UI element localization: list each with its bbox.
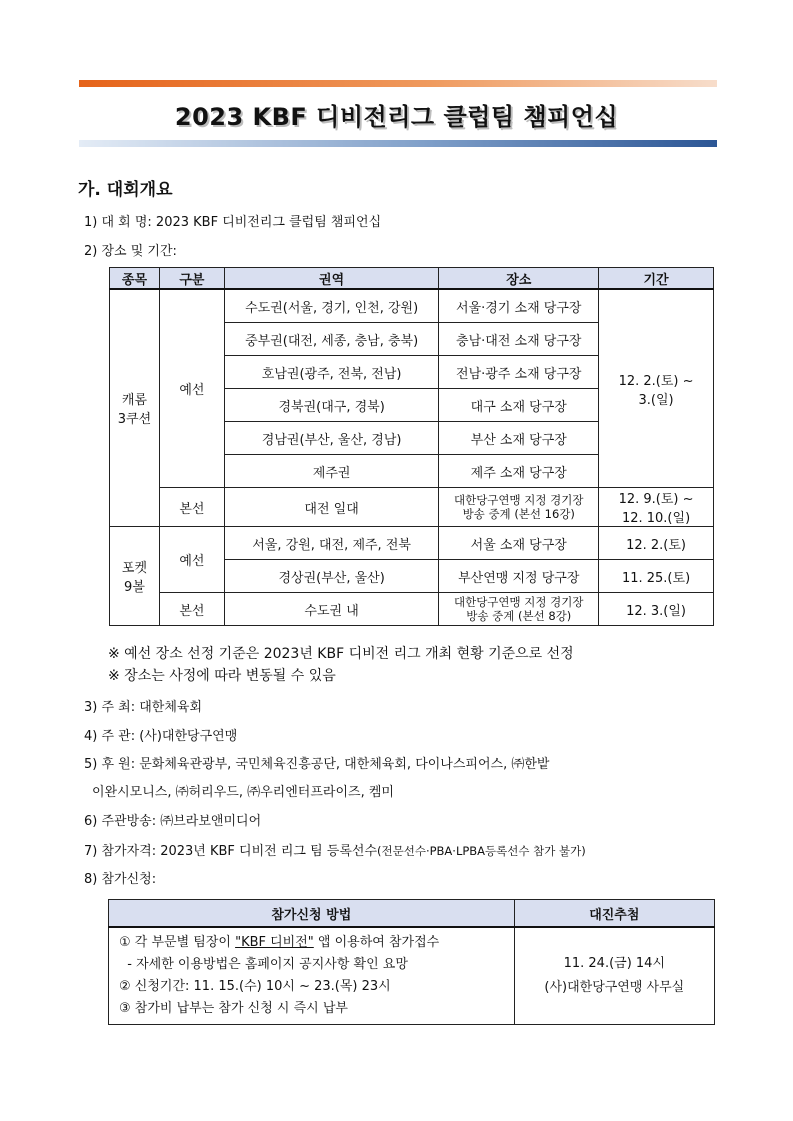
cell-region: 서울, 강원, 대전, 제주, 전북: [224, 527, 439, 560]
draw-place: (사)대한당구연맹 사무실: [544, 980, 685, 995]
line-event-name: 1) 대 회 명: 2023 KBF 디비전리그 클럽팀 챔피언십: [84, 215, 382, 230]
cell-period: [599, 488, 714, 527]
line-eligibility: [84, 840, 586, 859]
header-top-bar: [79, 80, 717, 87]
table-row: [110, 488, 714, 527]
item-text: 앱 이용하여 참가접수: [313, 935, 440, 950]
cell-period: 12. 2.(토): [599, 527, 714, 560]
cell-draw: [514, 927, 714, 1025]
venue-line: 대한당구연맹 지정 경기장: [453, 595, 584, 609]
cell-region: 경남권(부산, 울산, 경남): [224, 422, 439, 455]
cell-period: 11. 25.(토): [599, 560, 714, 593]
line-host: 3) 주 최: 대한체육회: [84, 700, 203, 715]
table-header-row: [109, 900, 715, 928]
cell-period: 12. 2.(토) ~ 3.(일): [599, 289, 714, 488]
line-sponsors-cont: 이완시모니스, ㈜허리우드, ㈜우리엔터프라이즈, 켐미: [92, 785, 394, 800]
cell-region: 수도권(서울, 경기, 인천, 강원): [224, 289, 439, 323]
table-row: [109, 927, 715, 1025]
list-item: [119, 932, 514, 954]
eligibility-text: 7) 참가자격: 2023년 KBF 디비전 리그 팀 등록선수: [84, 844, 378, 859]
cell-region: 대전 일대: [224, 488, 439, 527]
cell-venue: [439, 593, 599, 626]
app-name: "KBF 디비전": [235, 935, 314, 950]
cell-final: 본선: [159, 488, 224, 527]
cell-venue: 제주 소재 당구장: [439, 455, 599, 488]
cell-region: 호남권(광주, 전북, 전남): [224, 356, 439, 389]
application-table: [108, 899, 715, 1025]
table-row: [110, 289, 714, 323]
table-header-row: [110, 268, 714, 290]
cell-venue: 부산 소재 당구장: [439, 422, 599, 455]
cell-region: 경상권(부산, 울산): [224, 560, 439, 593]
line-venue-period: 2) 장소 및 기간:: [84, 244, 177, 259]
cell-final: 본선: [159, 593, 224, 626]
table-row: [110, 593, 714, 626]
header-period: 기간: [599, 268, 714, 290]
cell-prelim: 예선: [159, 527, 224, 593]
cell-period: 12. 3.(일): [599, 593, 714, 626]
cell-venue: 서울·경기 소재 당구장: [439, 289, 599, 323]
list-item: ② 신청기간: 11. 15.(수) 10시 ~ 23.(목) 23시: [119, 979, 391, 994]
line-sponsors: 5) 후 원: 문화체육관광부, 국민체육진흥공단, 대한체육회, 다이나스피어스, ㈜한밭: [84, 757, 550, 772]
header-draw: 대진추첨: [514, 900, 714, 928]
list-item: - 자세한 이용방법은 홈페이지 공지사항 확인 요망: [119, 957, 408, 972]
draw-time: 11. 24.(금) 14시: [563, 956, 666, 971]
cell-region: 경북권(대구, 경북): [224, 389, 439, 422]
header-venue: 장소: [439, 268, 599, 290]
cell-pocket: 포켓 9볼: [110, 527, 160, 626]
cell-prelim: 예선: [159, 289, 224, 488]
table-row: [110, 527, 714, 560]
section-heading: 가. 대회개요: [78, 180, 173, 200]
header-division: 구분: [159, 268, 224, 290]
header-region: 권역: [224, 268, 439, 290]
note-venue-change: ※ 장소는 사정에 따라 변동될 수 있음: [108, 668, 336, 684]
eligibility-note: (전문선수·PBA·LPBA등록선수 참가 불가): [377, 844, 586, 858]
cell-carom: 캐롬 3쿠션: [110, 289, 160, 527]
item-text: ① 각 부문별 팀장이: [119, 935, 236, 950]
header-apply-method: 참가신청 방법: [109, 900, 515, 928]
cell-venue: 서울 소재 당구장: [439, 527, 599, 560]
period-line: 12. 9.(토) ~: [618, 492, 694, 507]
line-broadcaster: 6) 주관방송: ㈜브라보앤미디어: [84, 814, 262, 829]
cell-apply-method: [109, 927, 515, 1025]
header-category: 종목: [110, 268, 160, 290]
line-application: 8) 참가신청:: [84, 872, 157, 887]
cell-venue: 충남·대전 소재 당구장: [439, 323, 599, 356]
cell-region: 중부권(대전, 세종, 충남, 충북): [224, 323, 439, 356]
cell-region: 제주권: [224, 455, 439, 488]
venue-line: 방송 중계 (본선 16강): [462, 507, 575, 521]
note-venue-criteria: ※ 예선 장소 선정 기준은 2023년 KBF 디비전 리그 개최 현황 기준으로 선정: [108, 646, 574, 662]
cell-venue: [439, 488, 599, 527]
cell-region: 수도권 내: [224, 593, 439, 626]
period-line: 12. 10.(일): [621, 511, 691, 526]
list-item: ③ 참가비 납부는 참가 신청 시 즉시 납부: [119, 1001, 348, 1016]
cell-venue: 전남·광주 소재 당구장: [439, 356, 599, 389]
venue-period-table: [109, 267, 714, 626]
header-bottom-bar: [79, 140, 717, 147]
venue-line: 대한당구연맹 지정 경기장: [453, 493, 584, 507]
venue-line: 방송 중계 (본선 8강): [466, 609, 572, 623]
document-title: 2023 KBF 디비전리그 클럽팀 챔피언십: [174, 103, 619, 131]
cell-venue: 부산연맹 지정 당구장: [439, 560, 599, 593]
line-organizer: 4) 주 관: (사)대한당구연맹: [84, 729, 238, 744]
cell-venue: 대구 소재 당구장: [439, 389, 599, 422]
